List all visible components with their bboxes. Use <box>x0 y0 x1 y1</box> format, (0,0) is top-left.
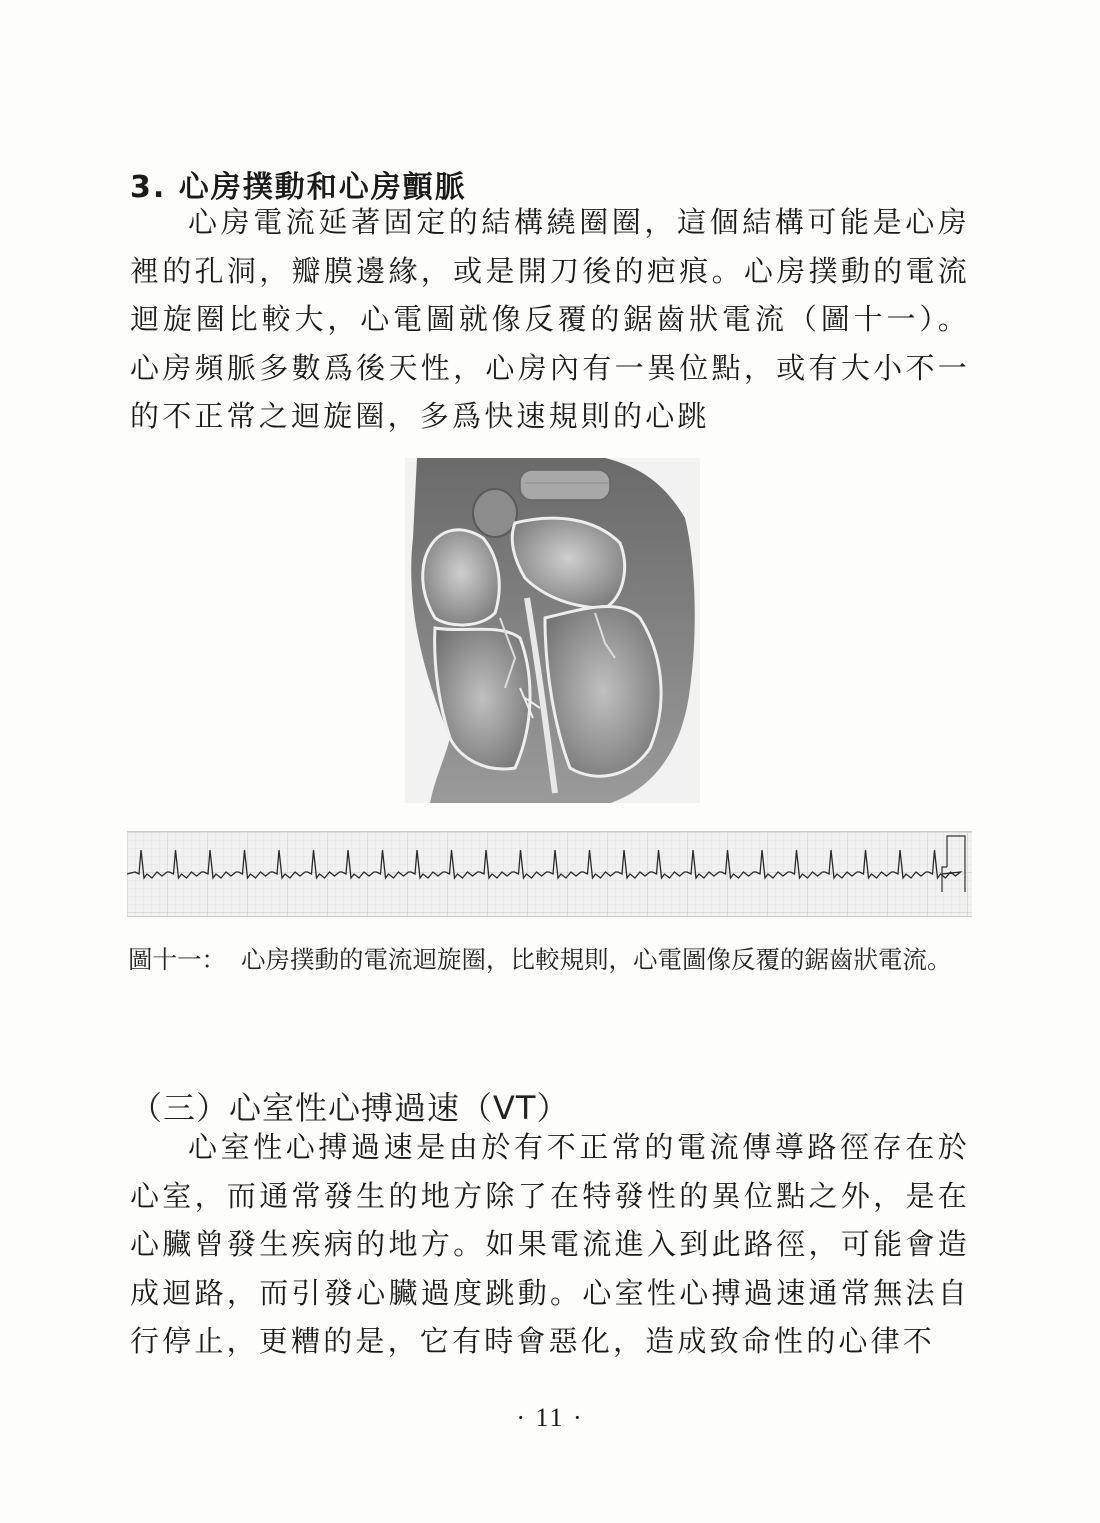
figure-caption-label: 圖十一： <box>128 945 226 974</box>
page-number: · 11 · <box>516 1403 584 1432</box>
subsection-heading: （三）心室性心搏過速（VT） <box>130 1089 570 1127</box>
section-heading: 3. 心房撲動和心房顫脈 <box>130 170 467 205</box>
subsection-paragraph: 心室性心搏過速是由於有不正常的電流傳導路徑存在於心室，而通常發生的地方除了在特發性的異位點之外，是在心臟曾發生疾病的地方。如果電流進入到此路徑，可能會造成迴路，而引發心臟過度跳動。心室性心搏過速通常無法自行停止，更糟的是，它有時會惡化，造成致命性的心律不 <box>130 1130 970 1358</box>
section-paragraph: 心房電流延著固定的結構繞圈圈，這個結構可能是心房裡的孔洞，瓣膜邊緣，或是開刀後的疤痕。心房撲動的電流迴旋圈比較大，心電圖就像反覆的鋸齒狀電流（圖十一）。心房頻脈多數爲後天性，心房內有一異位點，或有大小不一的不正常之迴旋圈，多爲快速規則的心跳 <box>130 205 970 433</box>
ecg-strip-image <box>127 831 972 917</box>
heart-cross-section-image <box>405 458 700 803</box>
figure-caption-text: 心房撲動的電流迴旋圈，比較規則，心電圖像反覆的鋸齒狀電流。 <box>241 945 952 974</box>
